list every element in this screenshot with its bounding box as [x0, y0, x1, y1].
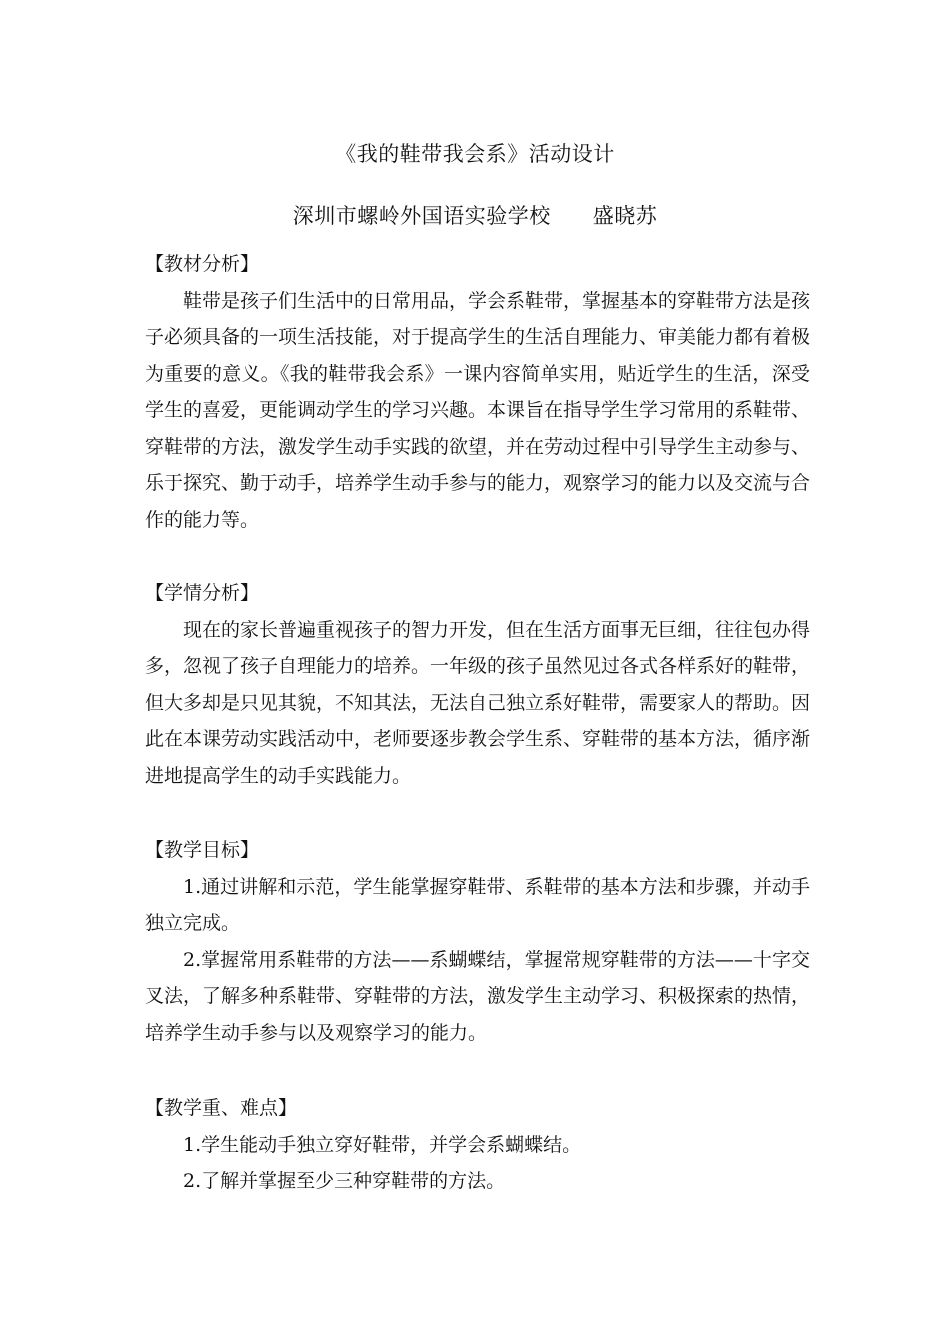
section-textbook-analysis [145, 246, 810, 538]
section-paragraph: 1.通过讲解和示范，学生能掌握穿鞋带、系鞋带的基本方法和步骤，并动手独立完成。 [145, 875, 810, 934]
section-teaching-goals [145, 832, 810, 1051]
section-paragraph: 1.学生能动手独立穿好鞋带，并学会系蝴蝶结。 [183, 1133, 582, 1156]
section-student-analysis [145, 575, 810, 794]
school-name: 深圳市螺岭外国语实验学校 [292, 204, 551, 228]
section-paragraph: 2.掌握常用系鞋带的方法——系蝴蝶结，掌握常规穿鞋带的方法——十字交叉法，了解多种系鞋带、穿鞋带的方法，激发学生主动学习、积极探索的热情，培养学生动手参与以及观察学习的能力。 [145, 948, 811, 1044]
author-line [0, 200, 950, 230]
section-key-difficult-points [145, 1090, 810, 1200]
document-title: 《我的鞋带我会系》活动设计 [335, 142, 615, 166]
section-heading: 【教学重、难点】 [145, 1097, 298, 1119]
section-paragraph: 鞋带是孩子们生活中的日常用品，学会系鞋带，掌握基本的穿鞋带方法是孩子必须具备的一项生活技能，对于提高学生的生活自理能力、审美能力都有着极为重要的意义。《我的鞋带我会系》一课内容简单实用，贴近学生的生活，深受学生的喜爱，更能调动学生的学习兴趣。本课旨在指导学生学习常用的系鞋带、穿鞋带的方法，激发学生动手实践的欲望，并在劳动过程中引导学生主动参与、乐于探究、勤于动手，培养学生动手参与的能力，观察学习的能力以及交流与合作的能力等。 [145, 289, 811, 531]
section-heading: 【教学目标】 [145, 839, 260, 861]
section-heading: 【学情分析】 [145, 582, 260, 604]
author-name: 盛晓苏 [592, 204, 658, 228]
section-heading: 【教材分析】 [145, 253, 260, 275]
section-paragraph: 2.了解并掌握至少三种穿鞋带的方法。 [183, 1170, 506, 1192]
section-paragraph: 现在的家长普遍重视孩子的智力开发，但在生活方面事无巨细，往往包办得多，忽视了孩子自理能力的培养。一年级的孩子虽然见过各式各样系好的鞋带，但大多却是只见其貌，不知其法，无法自己独立系好鞋带，需要家人的帮助。因此在本课劳动实践活动中，老师要逐步教会学生系、穿鞋带的基本方法，循序渐进地提高学生的动手实践能力。 [145, 618, 811, 787]
